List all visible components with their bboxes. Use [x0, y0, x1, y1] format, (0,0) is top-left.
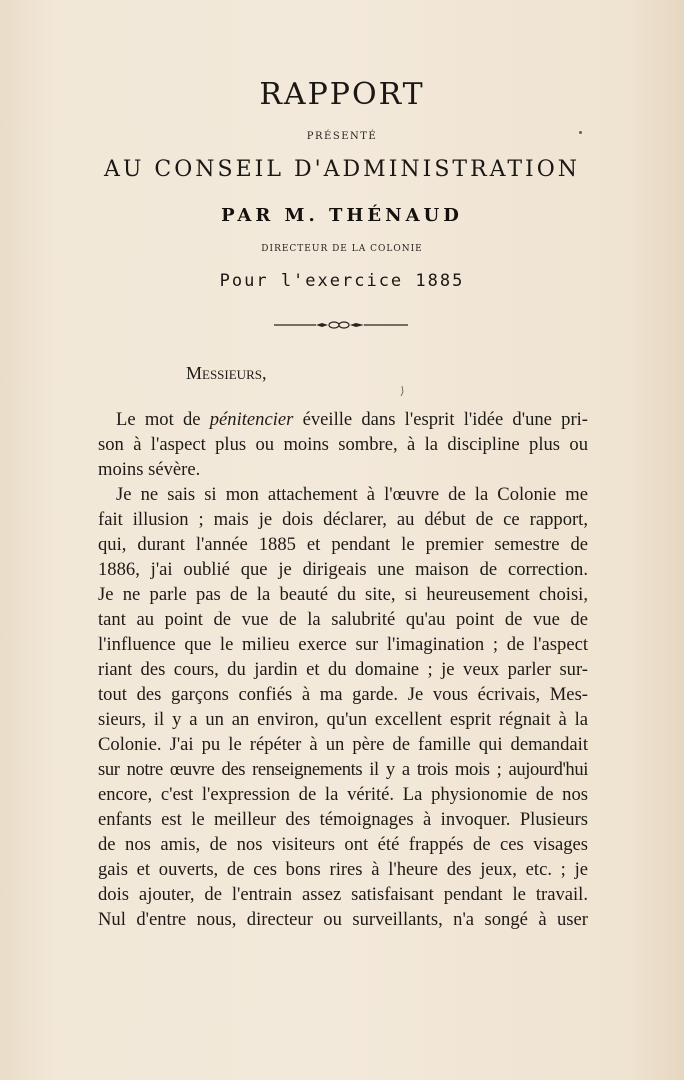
- text-line: tout des garçons confiés à ma garde. Je vous écrivais, Mes-: [98, 684, 588, 705]
- text-line: dois ajouter, de l'entrain assez satisfaisant pendant le travail.: [98, 884, 588, 905]
- text-line: sur notre œuvre des renseignements il y a trois mois ; aujourd'hui: [98, 759, 588, 780]
- text-line: riant des cours, du jardin et du domaine ; je veux parler sur-: [98, 659, 588, 680]
- report-title: RAPPORT: [259, 77, 425, 112]
- presented-label: PRÉSENTÉ: [306, 131, 378, 142]
- salutation: Messieurs,: [186, 363, 267, 383]
- emphasized-word: pénitencier: [209, 409, 294, 430]
- print-speck: [579, 131, 582, 134]
- text-line: Nul d'entre nous, directeur ou surveillants, n'a songé à user: [98, 909, 588, 930]
- print-mark: [400, 381, 404, 391]
- text-line: Colonie. J'ai pu le répéter à un père de famille qui demandait: [98, 734, 588, 755]
- text-line: enfants est le meilleur des témoignages à invoquer. Plusieurs: [98, 809, 588, 830]
- author-role: DIRECTEUR DE LA COLONIE: [261, 244, 423, 254]
- fiscal-year-line: Pour l'exercice 1885: [219, 271, 465, 291]
- text-line: Je ne parle pas de la beauté du site, si heureusement choisi,: [98, 584, 588, 605]
- text-line: qui, durant l'année 1885 et pendant le premier semestre de: [98, 534, 588, 555]
- text-line: gais et ouverts, de ces bons rires à l'heure des jeux, etc. ; je: [98, 859, 588, 880]
- text-line: l'influence que le milieu exerce sur l'imagination ; de l'aspect: [98, 634, 588, 655]
- text-line: 1886, j'ai oublié que je dirigeais une maison de correction.: [98, 559, 588, 580]
- text-line: encore, c'est l'expression de la vérité. La physionomie de nos: [98, 784, 588, 805]
- text-line: sieurs, il y a un an environ, qu'un excellent esprit régnait à la: [98, 709, 588, 730]
- text-line: Le mot de pénitencier éveille dans l'esprit l'idée d'une pri-: [116, 409, 588, 430]
- author-line: PAR M. THÉNAUD: [221, 205, 463, 226]
- text-line: son à l'aspect plus ou moins sombre, à la discipline plus ou: [98, 434, 588, 455]
- council-heading: AU CONSEIL D'ADMINISTRATION: [104, 157, 580, 182]
- text-line: fait illusion ; mais je dois déclarer, au début de ce rapport,: [98, 509, 588, 530]
- text-line: moins sévère.: [98, 459, 201, 480]
- ornamental-rule: [272, 318, 410, 332]
- text-line: tant au point de vue de la salubrité qu'au point de vue de: [98, 609, 588, 630]
- text-line: de nos amis, de nos visiteurs ont été frappés de ces visages: [98, 834, 588, 855]
- text-line: Je ne sais si mon attachement à l'œuvre de la Colonie me: [116, 484, 588, 505]
